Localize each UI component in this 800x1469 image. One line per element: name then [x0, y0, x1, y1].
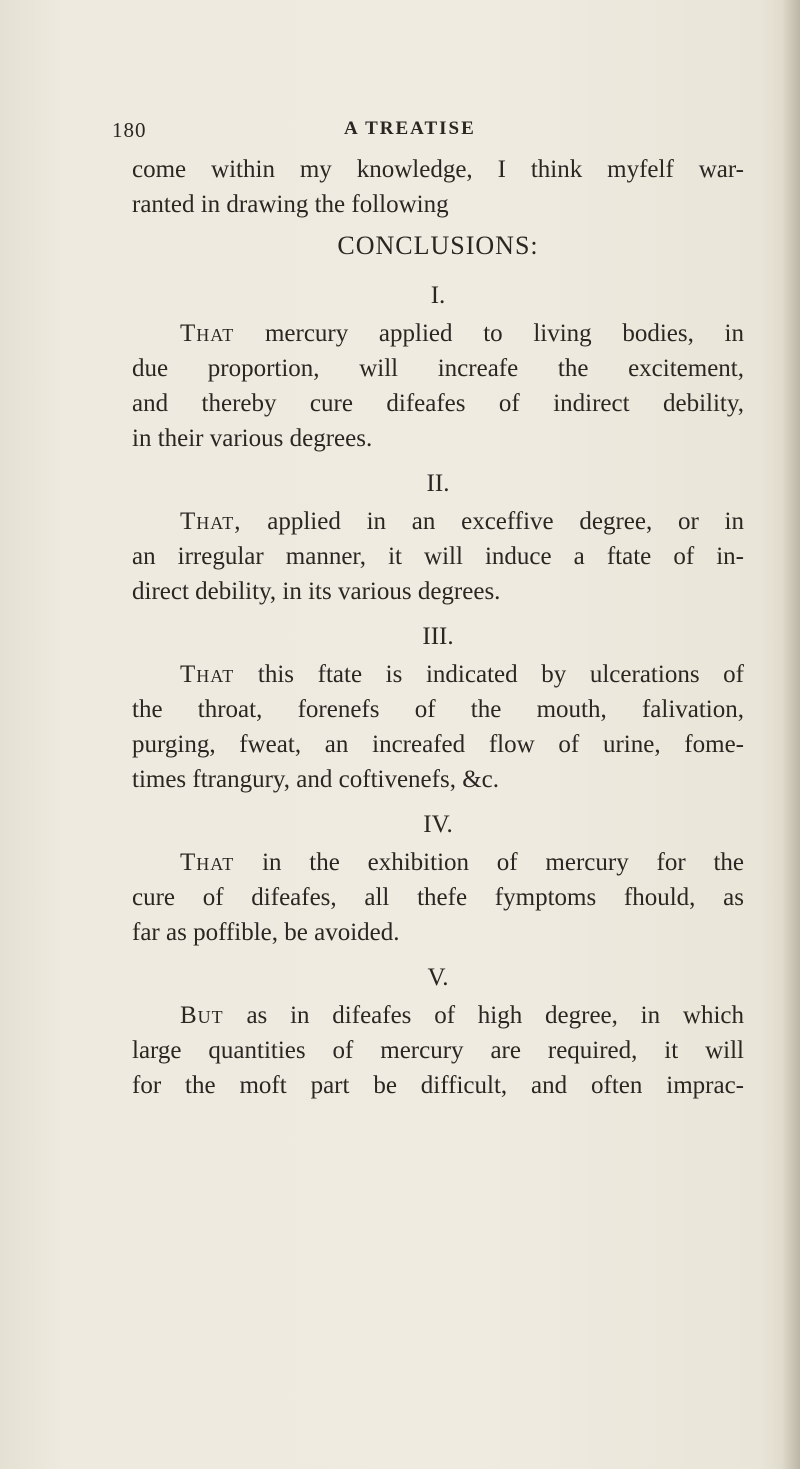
section-numeral: II.	[426, 470, 450, 497]
paragraph-line: direct debility, in its various degrees.	[132, 578, 501, 605]
paragraph-line	[132, 998, 744, 1033]
intro-line-1: come within my knowledge, I think myfelf war-	[132, 156, 744, 183]
conclusion-section-3	[132, 617, 744, 797]
conclusions-heading: CONCLUSIONS:	[337, 231, 539, 260]
line-text: in the exhibition of mercury for the	[234, 849, 744, 876]
line-text: as in difeafes of high degree, in which	[223, 1002, 744, 1029]
conclusion-section-5	[132, 958, 744, 1103]
section-numeral: I.	[430, 282, 446, 309]
paragraph-line: for the moft part be difficult, and often imprac-	[132, 1072, 744, 1099]
paragraph-line	[132, 845, 744, 880]
paragraph-line: cure of difeafes, all thefe fymptoms fhould, as	[132, 884, 744, 911]
lead-word: That	[180, 849, 235, 876]
line-text: this ftate is indicated by ulcerations of	[234, 661, 744, 688]
page-header	[112, 118, 672, 148]
paragraph-line: far as poffible, be avoided.	[132, 919, 400, 946]
paragraph-line: the throat, forenefs of the mouth, falivation,	[132, 696, 744, 723]
paragraph-line: in their various degrees.	[132, 425, 373, 452]
lead-word: That	[180, 320, 235, 347]
intro-line-2: ranted in drawing the following	[132, 191, 449, 218]
paragraph-line	[132, 504, 744, 539]
lead-word: That	[180, 661, 235, 688]
paragraph-line: large quantities of mercury are required, it will	[132, 1037, 744, 1064]
running-head: A TREATISE	[344, 118, 476, 139]
section-numeral: V.	[427, 964, 449, 991]
section-numeral: IV.	[423, 811, 453, 838]
line-text: mercury applied to living bodies, in	[234, 320, 744, 347]
paragraph-line: purging, fweat, an increafed flow of urine, fome-	[132, 731, 744, 758]
section-numeral: III.	[422, 623, 454, 650]
line-text: applied in an exceffive degree, or in	[241, 508, 744, 535]
conclusion-section-2	[132, 464, 744, 609]
paragraph-line: times ftrangury, and coftivenefs, &c.	[132, 766, 500, 793]
paragraph-line: due proportion, will increafe the excitement,	[132, 355, 744, 382]
page-edge-shadow	[782, 0, 800, 1469]
conclusion-section-1	[132, 276, 744, 456]
body-text	[132, 152, 744, 1103]
page-number: 180	[112, 118, 147, 142]
paragraph-line	[132, 316, 744, 351]
lead-word: That,	[180, 508, 242, 535]
paragraph-line: an irregular manner, it will induce a ftate of in-	[132, 543, 744, 570]
paragraph-line	[132, 657, 744, 692]
lead-word: But	[180, 1002, 224, 1029]
conclusion-section-4	[132, 805, 744, 950]
paragraph-line: and thereby cure difeafes of indirect debility,	[132, 390, 744, 417]
